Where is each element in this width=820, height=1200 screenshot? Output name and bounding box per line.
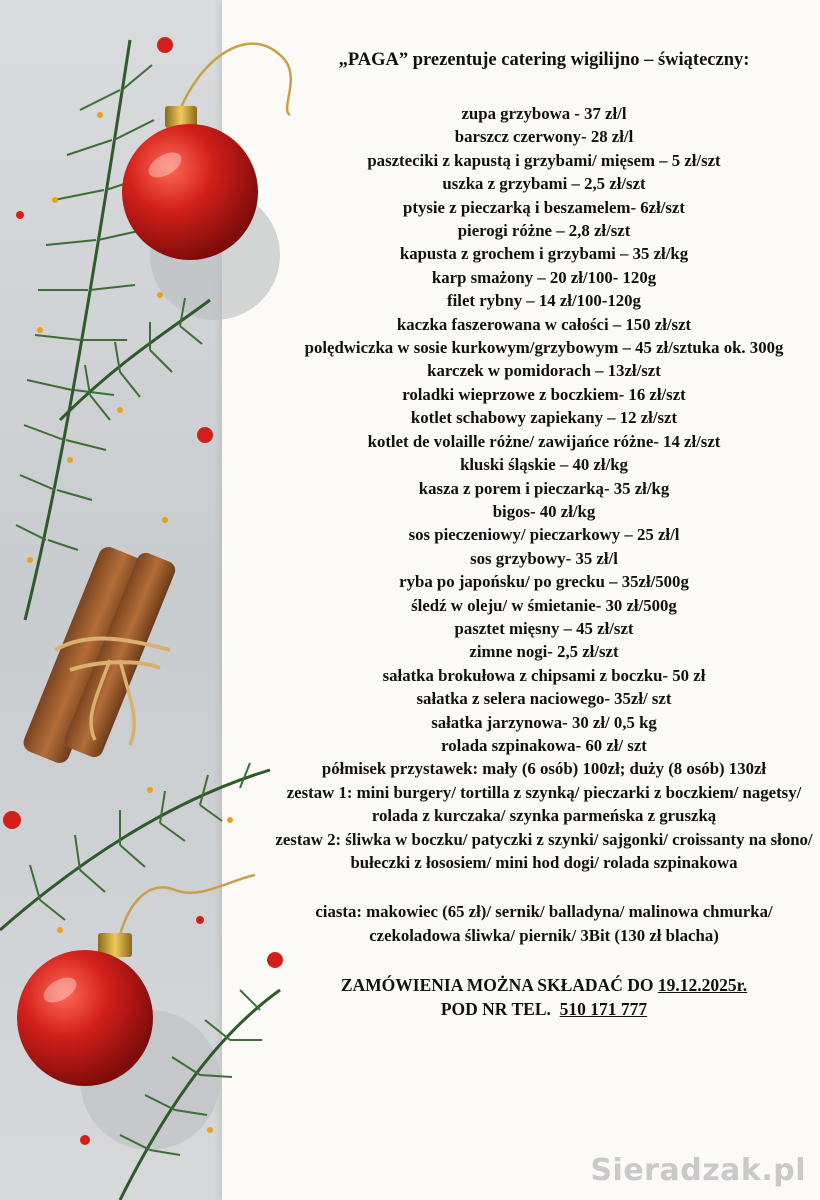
christmas-decoration-illustration xyxy=(0,0,300,1200)
menu-item: rolada szpinakowa- 60 zł/ szt xyxy=(441,735,647,755)
menu-item: paszteciki z kapustą i grzybami/ mięsem – 5 zł/szt xyxy=(367,150,721,170)
order-deadline-date: 19.12.2025r. xyxy=(657,975,748,996)
menu-item: karczek w pomidorach – 13zł/szt xyxy=(427,361,661,381)
menu-item: uszka z grzybami – 2,5 zł/szt xyxy=(442,174,646,194)
menu-item: pierogi różne – 2,8 zł/szt xyxy=(457,221,631,241)
menu-item: roladki wieprzowe z boczkiem- 16 zł/szt xyxy=(402,384,686,404)
catering-menu xyxy=(268,48,820,1021)
menu-title: „PAGA” prezentuje catering wigilijno – świąteczny: xyxy=(338,50,750,70)
phone-number[interactable]: 510 171 777 xyxy=(559,999,648,1020)
menu-item: zupa grzybowa - 37 zł/l xyxy=(461,104,627,123)
menu-item: pasztet mięsny – 45 zł/szt xyxy=(454,618,634,638)
site-watermark: Sieradzak.pl xyxy=(590,1153,806,1188)
menu-item: zestaw 2: śliwka w boczku/ patyczki z szynki/ sajgonki/ croissanty na słono/ bułeczki z łososiem/ mini hod dogi/ rolada szpinakowa xyxy=(275,829,813,872)
menu-item: ptysie z pieczarką i beszamelem- 6zł/szt xyxy=(403,197,685,217)
menu-item: kasza z porem i pieczarką- 35 zł/kg xyxy=(418,478,670,498)
menu-item: półmisek przystawek: mały (6 osób) 100zł; duży (8 osób) 130zł xyxy=(321,759,767,779)
menu-item: ryba po japońsku/ po grecku – 35zł/500g xyxy=(399,572,689,592)
menu-item: kotlet schabowy zapiekany – 12 zł/szt xyxy=(410,408,678,428)
menu-item: kapusta z grochem i grzybami – 35 zł/kg xyxy=(399,244,689,264)
menu-item: kotlet de volaille różne/ zawijańce różne- 14 zł/szt xyxy=(367,431,721,451)
menu-item: śledź w oleju/ w śmietanie- 30 zł/500g xyxy=(411,595,677,615)
menu-item: sałatka jarzynowa- 30 zł/ 0,5 kg xyxy=(431,712,657,732)
red-bauble-bottom xyxy=(17,875,255,1086)
cakes-line: ciasta: makowiec (65 zł)/ sernik/ balladyna/ malinowa chmurka/ czekoladowa śliwka/ piernik/ 3Bit (130 zł blacha) xyxy=(315,902,773,945)
menu-item: karp smażony – 20 zł/100- 120g xyxy=(431,267,657,287)
menu-item: sos grzybowy- 35 zł/l xyxy=(470,548,618,568)
menu-item: sałatka brokułowa z chipsami z boczku- 50 zł xyxy=(382,665,706,685)
menu-item: zimne nogi- 2,5 zł/szt xyxy=(469,642,619,662)
menu-item: kluski śląskie – 40 zł/kg xyxy=(460,455,628,475)
menu-item: barszcz czerwony- 28 zł/l xyxy=(454,127,634,147)
menu-list xyxy=(268,102,820,874)
menu-item: kaczka faszerowana w całości – 150 zł/szt xyxy=(396,314,692,334)
menu-item: sałatka z selera naciowego- 35zł/ szt xyxy=(416,689,672,709)
order-info xyxy=(268,973,820,1021)
menu-item: zestaw 1: mini burgery/ tortilla z szynką/ pieczarki z boczkiem/ nagetsy/ rolada z kurczaka/ szynka parmeńska z gruszką xyxy=(286,782,802,826)
menu-item: filet rybny – 14 zł/100-120g xyxy=(447,291,641,311)
menu-item: polędwiczka w sosie kurkowym/grzybowym – 45 zł/sztuka ok. 300g xyxy=(304,338,784,358)
menu-item: bigos- 40 zł/kg xyxy=(492,501,596,521)
phone-label: POD NR TEL. xyxy=(440,999,551,1020)
menu-item: sos pieczeniowy/ pieczarkowy – 25 zł/l xyxy=(408,525,680,545)
order-deadline-label: ZAMÓWIENIA MOŻNA SKŁADAĆ DO xyxy=(340,975,654,996)
cinnamon-sticks xyxy=(21,544,178,766)
